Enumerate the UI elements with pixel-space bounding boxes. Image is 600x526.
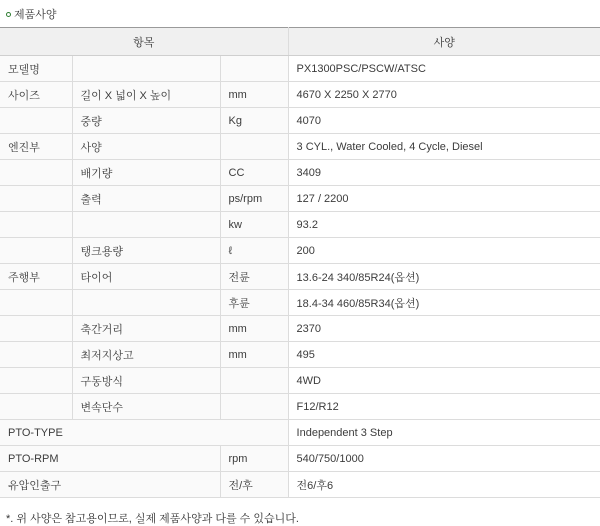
table-row [0, 368, 600, 394]
table-row [0, 446, 600, 472]
cell-unit: mm [220, 316, 288, 342]
header-cell-spec: 사양 [288, 28, 600, 56]
table-row [0, 342, 600, 368]
cell-unit: 전/후 [220, 472, 288, 498]
cell-subcategory: 타이어 [72, 264, 220, 290]
table-row [0, 186, 600, 212]
cell-subcategory: 탱크용량 [72, 238, 220, 264]
section-title-label: 제품사양 [14, 9, 57, 21]
cell-unit: 후륜 [220, 290, 288, 316]
cell-unit: ps/rpm [220, 186, 288, 212]
cell-unit [220, 394, 288, 420]
cell-subcategory: 출력 [72, 186, 220, 212]
cell-value: 200 [288, 238, 600, 264]
cell-unit: mm [220, 342, 288, 368]
table-row [0, 160, 600, 186]
table-row [0, 56, 600, 82]
cell-category [0, 160, 72, 186]
cell-subcategory: 길이 X 넓이 X 높이 [72, 82, 220, 108]
cell-category [0, 108, 72, 134]
cell-category: 사이즈 [0, 82, 72, 108]
table-row [0, 290, 600, 316]
cell-subcategory: 최저지상고 [72, 342, 220, 368]
table-row [0, 394, 600, 420]
cell-subcategory: 변속단수 [72, 394, 220, 420]
cell-value: 4670 X 2250 X 2770 [288, 82, 600, 108]
cell-value: Independent 3 Step [288, 420, 600, 446]
cell-category [0, 368, 72, 394]
cell-value: 전6/후6 [288, 472, 600, 498]
cell-value: 18.4-34 460/85R34(옵션) [288, 290, 600, 316]
cell-value: F12/R12 [288, 394, 600, 420]
table-row [0, 472, 600, 498]
disclaimer-note: *. 위 사양은 참고용이므로, 실제 제품사양과 다를 수 있습니다. [6, 513, 299, 525]
cell-value: 540/750/1000 [288, 446, 600, 472]
cell-category: 주행부 [0, 264, 72, 290]
cell-subcategory: 축간거리 [72, 316, 220, 342]
cell-category [0, 342, 72, 368]
cell-subcategory: 배기량 [72, 160, 220, 186]
cell-subcategory [72, 56, 220, 82]
cell-category: 엔진부 [0, 134, 72, 160]
cell-unit [220, 368, 288, 394]
cell-value: 495 [288, 342, 600, 368]
cell-category [0, 186, 72, 212]
table-row [0, 238, 600, 264]
product-spec-table [0, 27, 600, 498]
table-row [0, 108, 600, 134]
cell-unit: mm [220, 82, 288, 108]
section-title [0, 4, 600, 27]
cell-value: PX1300PSC/PSCW/ATSC [288, 56, 600, 82]
cell-unit: kw [220, 212, 288, 238]
cell-value: 4WD [288, 368, 600, 394]
cell-value: 3 CYL., Water Cooled, 4 Cycle, Diesel [288, 134, 600, 160]
table-row [0, 316, 600, 342]
cell-unit: rpm [220, 446, 288, 472]
cell-unit: Kg [220, 108, 288, 134]
table-body [0, 56, 600, 498]
cell-subcategory: 사양 [72, 134, 220, 160]
cell-value: 3409 [288, 160, 600, 186]
table-row [0, 134, 600, 160]
cell-unit: 전륜 [220, 264, 288, 290]
cell-category [0, 238, 72, 264]
cell-category: 유압인출구 [0, 472, 220, 498]
table-row [0, 420, 600, 446]
cell-category [0, 212, 72, 238]
cell-value: 127 / 2200 [288, 186, 600, 212]
cell-unit: CC [220, 160, 288, 186]
cell-category: 모델명 [0, 56, 72, 82]
cell-subcategory [72, 212, 220, 238]
cell-unit [220, 56, 288, 82]
cell-category: PTO-RPM [0, 446, 220, 472]
header-row [0, 28, 600, 56]
cell-value: 4070 [288, 108, 600, 134]
cell-value: 2370 [288, 316, 600, 342]
table-row [0, 264, 600, 290]
cell-value: 93.2 [288, 212, 600, 238]
table-header [0, 28, 600, 56]
table-row [0, 82, 600, 108]
cell-subcategory: 중량 [72, 108, 220, 134]
cell-subcategory [72, 290, 220, 316]
cell-subcategory: 구동방식 [72, 368, 220, 394]
cell-category [0, 316, 72, 342]
cell-unit [220, 134, 288, 160]
cell-value: 13.6-24 340/85R24(옵션) [288, 264, 600, 290]
circle-bullet-icon [6, 12, 11, 17]
cell-category [0, 394, 72, 420]
cell-category: PTO-TYPE [0, 420, 288, 446]
cell-category [0, 290, 72, 316]
header-cell-item: 항목 [0, 28, 288, 56]
cell-unit: ℓ [220, 238, 288, 264]
table-row [0, 212, 600, 238]
